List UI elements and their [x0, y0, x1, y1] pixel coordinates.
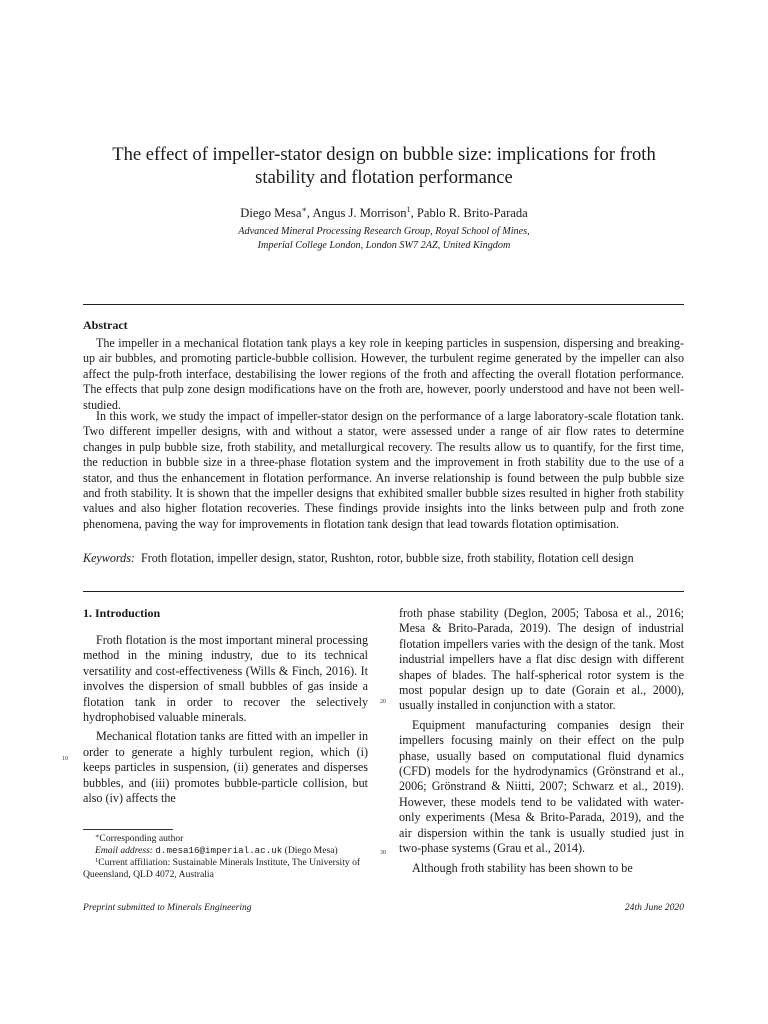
abstract-bottom-rule	[83, 591, 684, 592]
author-name: Diego Mesa	[240, 206, 302, 220]
footnote-mark: ∗	[95, 833, 100, 840]
abstract-top-rule	[83, 304, 684, 305]
intro-paragraph-2: Mechanical flotation tanks are fitted with an impeller in order to generate a highly turbulent region, which (i) keeps particles in suspension, (ii) generates and disperses bubbles, and (iii) promotes bubble-particle collision, but also (iv) affects the	[83, 729, 368, 806]
footnote-email	[83, 845, 368, 857]
affiliation-line-2: Imperial College London, London SW7 2AZ, United Kingdom	[257, 240, 511, 251]
title-line-2: stability and flotation performance	[255, 167, 513, 188]
intro-paragraph-5: Although froth stability has been shown to be	[412, 860, 633, 875]
author-separator: ,	[410, 206, 417, 220]
left-column	[83, 606, 368, 806]
affiliation	[60, 225, 708, 253]
email-address[interactable]: d.mesa16@imperial.ac.uk	[155, 845, 283, 856]
keywords-text: Froth flotation, impeller design, stator, Rushton, rotor, bubble size, froth stability, flotation cell design	[140, 551, 634, 565]
footer-journal: Preprint submitted to Minerals Engineering	[83, 902, 252, 913]
abstract-paragraph-2: In this work, we study the impact of impeller-stator design on the performance of a large laboratory-scale flotation tank. Two different impeller designs, with and without a stator, were assessed under a range of air flow rates to determine changes in pulp bubble size, froth stability, and metallurgical recovery. The results allow us to quantify, for the first time, the reduction in bubble size in a three-phase flotation system and the improvement in froth stability due to the use of a stator, and thus the enhancement in flotation performance. An inverse relationship is found between the pulp bubble size and froth stability. It is shown that the impeller designs that exhibited smaller bubble sizes resulted in higher froth stability values and also higher flotation recoveries. These findings provide insights into the links between pulp and froth zone phenomena, paving the way for improvements in flotation tank design that lead towards flotation optimisation.	[83, 409, 684, 531]
author-name: Pablo R. Brito-Parada	[416, 206, 528, 220]
email-owner: (Diego Mesa)	[284, 845, 338, 856]
email-label: Email address:	[95, 845, 154, 856]
intro-paragraph-3: froth phase stability (Deglon, 2005; Tabosa et al., 2016; Mesa & Brito-Parada, 2019). The design of industrial flotation impellers varies with the design of the tank. Most industrial impellers have a flat disc design with different shapes of blades. The half-spherical rotor system is the most popular design up to date (Gorain et al., 2000), usually installed in conjunction with a stator.	[399, 606, 684, 713]
footnotes	[83, 833, 368, 881]
paper-title	[60, 143, 708, 189]
footnote-affiliation	[83, 857, 368, 881]
intro-paragraph-4: Equipment manufacturing companies design their impellers focusing mainly on their effect on the pulp phase, usually based on computational fluid dynamics (CFD) models for the hydrodynamics (Grönstrand et al., 2006; Grönstrand & Niitti, 2007; Schwarz et al., 2019). However, these models tend to be validated with water-only experiments (Mesa & Brito-Parada, 2019), and the air dispersion within the tank is usually studied just in two-phase systems (Grau et al., 2014).	[399, 717, 684, 856]
footnote-rule	[83, 829, 173, 830]
affiliation-line-1: Advanced Mineral Processing Research Group, Royal School of Mines,	[238, 226, 530, 237]
right-column	[399, 606, 684, 876]
keywords-label: Keywords:	[83, 551, 135, 565]
author-list	[60, 205, 708, 221]
line-number: 10	[62, 756, 68, 762]
line-number: 30	[380, 850, 386, 856]
footnote-corresponding	[83, 833, 368, 845]
line-number: 20	[380, 699, 386, 705]
title-line-1: The effect of impeller-stator design on bubble size: implications for froth	[112, 144, 656, 165]
author-name: Angus J. Morrison	[312, 206, 407, 220]
intro-paragraph-1: Froth flotation is the most important mineral processing method in the mining industry, due to its technical versatility and cost-effectiveness (Wills & Finch, 2016). It involves the dispersion of small bubbles of gas inside a flotation tank in order to recover the selectively hydrophobised valuable minerals.	[83, 633, 368, 725]
section-heading-introduction: 1. Introduction	[83, 606, 161, 620]
footnote-text: Corresponding author	[99, 833, 184, 844]
author-separator: ,	[306, 206, 313, 220]
keywords	[83, 551, 684, 566]
footer-date: 24th June 2020	[624, 902, 684, 913]
footnote-mark: 1	[95, 857, 99, 864]
author-mark: ∗	[301, 205, 307, 214]
abstract-heading: Abstract	[83, 318, 128, 332]
footnote-text: Current affiliation: Sustainable Minerals Institute, The University of Queensland, QLD 4072, Australia	[83, 857, 361, 880]
abstract-paragraph-1: The impeller in a mechanical flotation tank plays a key role in keeping particles in suspension, dispersing and breaking-up air bubbles, and promoting particle-bubble collision. However, the turbulent regime generated by the impeller can also affect the pulp-froth interface, destabilising the lower regions of the froth and affecting the overall flotation performance. The effects that pulp zone design modifications have on the froth are, however, poorly understood and have not been well-studied.	[83, 336, 684, 412]
author-mark: 1	[406, 205, 411, 214]
